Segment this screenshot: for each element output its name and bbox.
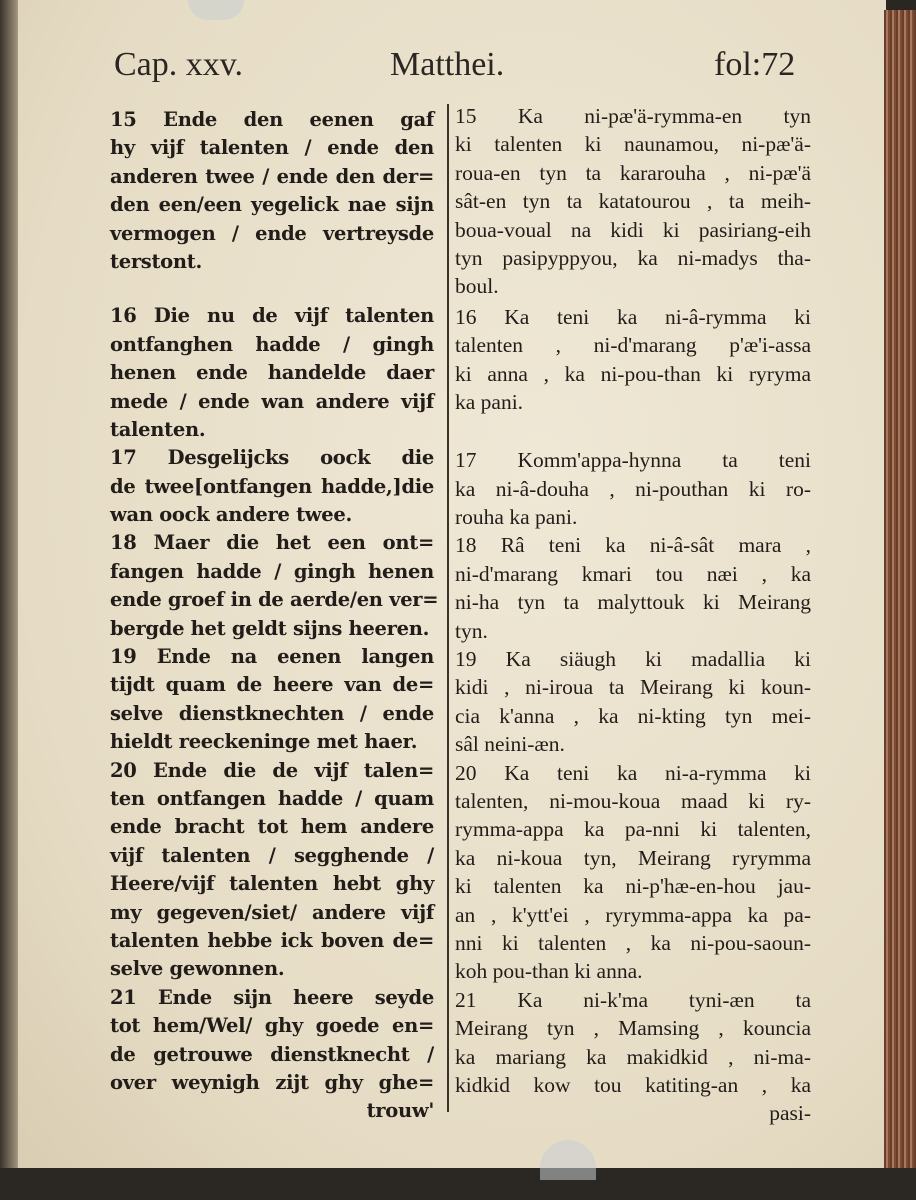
- text-line: talenten hebbe ick boven de=: [110, 928, 434, 952]
- text-line: roua-en tyn ta kararouha , ni-pæ'ä: [455, 160, 811, 185]
- text-line: 16 Ka teni ka ni-â-rymma ki: [455, 304, 811, 329]
- text-line: bergde het geldt sijns heeren.: [110, 616, 430, 640]
- verse: [455, 986, 811, 1128]
- scan-background: [0, 1168, 916, 1200]
- text-line: ka ni-koua tyn, Meirang ryrymma: [455, 845, 811, 870]
- verse: [110, 444, 434, 529]
- text-line: 15 Ka ni-pæ'ä-rymma-en tyn: [455, 104, 811, 128]
- text-line: talenten, ni-mou-koua maad ki ry-: [455, 788, 811, 813]
- text-line: ni-d'marang kmari tou næi , ka: [455, 561, 811, 586]
- text-line: fangen hadde / gingh henen: [110, 559, 434, 583]
- text-line: ende groef in de aerde/en ver=: [110, 588, 439, 612]
- text-line: 16 Die nu de vijf talenten: [110, 304, 434, 328]
- text-line: kidi , ni-iroua ta Meirang ki koun-: [455, 675, 811, 700]
- text-line: 21 Ka ni-k'ma tyni-æn ta: [455, 987, 811, 1012]
- text-line: rouha ka pani.: [455, 505, 578, 530]
- verse: [110, 529, 439, 643]
- text-line: de getrouwe dienstknecht /: [110, 1042, 434, 1066]
- verse: [110, 106, 434, 276]
- verse: [110, 302, 434, 444]
- text-line: sâl neini-æn.: [455, 732, 565, 757]
- text-line: tot hem/Wel/ ghy goede en=: [110, 1014, 434, 1038]
- text-line: ki talenten ki naunamou, ni-pæ'ä-: [455, 132, 811, 157]
- text-line: 17 Komm'appa-hynna ta teni: [455, 448, 811, 473]
- verse: [455, 759, 811, 986]
- text-line: 21 Ende sijn heere seyde: [110, 985, 434, 1009]
- text-line: vermogen / ende vertreysde: [110, 221, 434, 245]
- text-line: 17 Desgelijcks oock die: [110, 446, 434, 470]
- text-line: my gegeven/siet/ andere vijf: [110, 900, 434, 924]
- text-line: mede / ende wan andere vijf: [110, 389, 434, 413]
- text-line: tyn.: [455, 618, 488, 643]
- text-line: anderen twee / ende den der=: [110, 164, 434, 188]
- text-line: kidkid kow tou katiting-an , ka: [455, 1072, 811, 1097]
- text-line: Heere/vijf talenten hebt ghy: [110, 872, 434, 896]
- text-line: talenten.: [110, 417, 206, 441]
- verse: [110, 643, 434, 757]
- text-line: koh pou-than ki anna.: [455, 959, 643, 984]
- dutch-column: [110, 104, 439, 1126]
- text-line: Meirang tyn , Mamsing , kouncia: [455, 1016, 811, 1041]
- text-line: ni-ha tyn ta malyttouk ki Meirang: [455, 590, 811, 615]
- text-line: sât-en tyn ta katatourou , ta meih-: [455, 189, 811, 214]
- text-line: over weynigh zijt ghy ghe=: [110, 1070, 434, 1094]
- verse: [455, 303, 811, 417]
- text-line: rymma-appa ka pa-nni ki talenten,: [455, 817, 811, 842]
- text-line: ontfanghen hadde / gingh: [110, 332, 434, 356]
- text-line: 20 Ka teni ka ni-a-rymma ki: [455, 760, 811, 785]
- verse: [455, 531, 811, 645]
- text-line: tijdt quam de heere van de=: [110, 673, 434, 697]
- text-line: 19 Ende na eenen langen: [110, 645, 434, 669]
- text-line: ende bracht tot hem andere: [110, 815, 434, 839]
- folio-number: fol:72: [714, 46, 796, 83]
- text-line: hieldt reeckeninge met haer.: [110, 730, 418, 754]
- text-line: ki anna , ka ni-pou-than ki ryryma: [455, 361, 811, 386]
- chapter-heading: Cap. xxv.: [114, 46, 244, 83]
- text-line: boua-voual na kidi ki pasiriang-eih: [455, 217, 811, 242]
- text-line: an , k'ytt'ei , ryrymma-appa ka pa-: [455, 902, 811, 927]
- text-line: vijf talenten / segghende /: [110, 843, 434, 867]
- text-line: henen ende handelde daer: [110, 361, 434, 385]
- verse: [110, 984, 434, 1126]
- text-line: de twee[ontfangen hadde,]die: [110, 474, 434, 498]
- text-line: ten ontfangen hadde / quam: [110, 786, 434, 810]
- book-title: Matthei.: [390, 46, 505, 83]
- text-line: trouw': [366, 1099, 434, 1123]
- text-line: ki talenten ka ni-p'hæ-en-hou jau-: [455, 874, 811, 899]
- text-line: ka mariang ka makidkid , ni-ma-: [455, 1044, 811, 1069]
- text-line: 15 Ende den eenen gaf: [110, 108, 434, 131]
- text-line: boul.: [455, 274, 499, 299]
- text-line: 18 Râ teni ka ni-â-sât mara ,: [455, 533, 811, 558]
- verse: [455, 102, 811, 301]
- text-line: 20 Ende die de vijf talen=: [110, 758, 434, 782]
- page-edges: [884, 10, 916, 1170]
- text-line: tyn pasipyppyou, ka ni-madys tha-: [455, 245, 811, 270]
- text-line: 18 Maer die het een ont=: [110, 531, 434, 555]
- verse: [110, 757, 434, 984]
- text-line: pasi-: [769, 1101, 811, 1126]
- text-line: 19 Ka siäugh ki madallia ki: [455, 647, 811, 672]
- verse: [455, 446, 811, 531]
- text-line: ka pani.: [455, 389, 524, 414]
- verse: [455, 645, 811, 759]
- text-line: selve dienstknechten / ende: [110, 701, 434, 725]
- text-line: wan oock andere twee.: [110, 503, 352, 527]
- text-line: hy vijf talenten / ende den: [110, 136, 434, 160]
- column-divider: [447, 104, 449, 1112]
- text-line: selve gewonnen.: [110, 957, 285, 981]
- text-line: ka ni-â-douha , ni-pouthan ki ro-: [455, 476, 811, 501]
- text-line: den een/een yegelick nae sijn: [110, 193, 434, 217]
- formosan-column: [455, 104, 811, 1128]
- text-line: talenten , ni-d'marang p'æ'i-assa: [455, 333, 811, 358]
- text-line: nni ki talenten , ka ni-pou-saoun-: [455, 930, 811, 955]
- text-line: cia k'anna , ka ni-kting tyn mei-: [455, 703, 811, 728]
- text-line: terstont.: [110, 249, 202, 273]
